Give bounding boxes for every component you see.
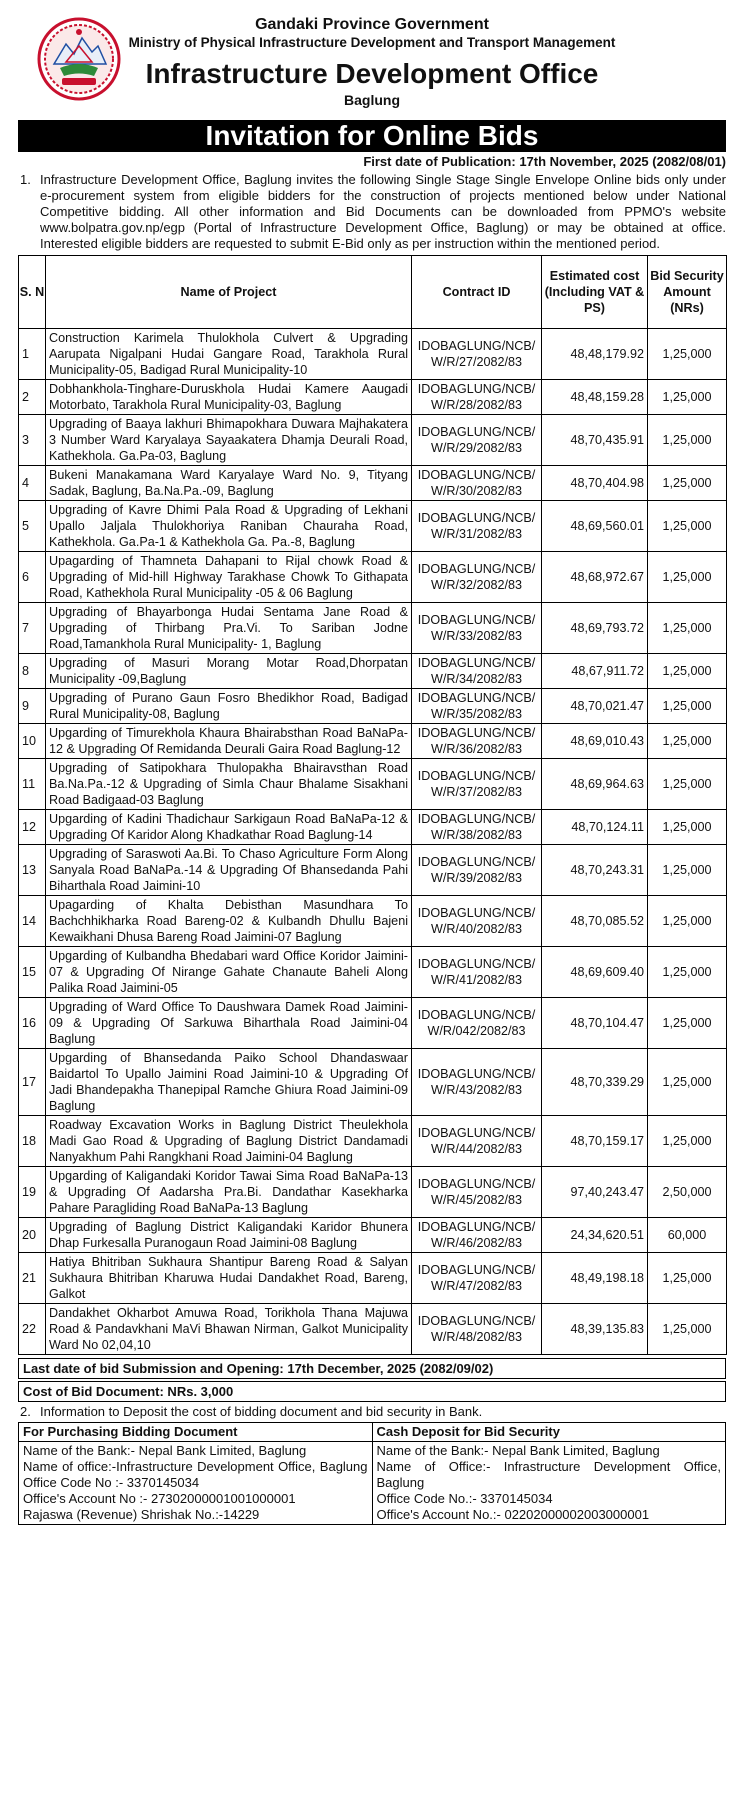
cell-project-name: Upgarding of Kulbandha Bhedabari ward Office Koridor Jaimini-07 & Upgrading Of Nirange Gahate Chanaute Baheli Along Palika Road Jaimini-05 <box>46 947 412 998</box>
cell-estimated-cost: 48,70,104.47 <box>542 998 648 1049</box>
cell-sn: 18 <box>19 1116 46 1167</box>
cell-sn: 14 <box>19 896 46 947</box>
cell-estimated-cost: 48,68,972.67 <box>542 552 648 603</box>
cell-contract-id: IDOBAGLUNG/NCB/ W/R/30/2082/83 <box>412 466 542 501</box>
cell-bid-security: 1,25,000 <box>648 501 727 552</box>
table-row <box>19 654 727 689</box>
bids-table-body <box>19 329 727 1355</box>
cell-bid-security: 1,25,000 <box>648 1253 727 1304</box>
cell-sn: 2 <box>19 380 46 415</box>
cell-estimated-cost: 48,69,609.40 <box>542 947 648 998</box>
notice-header <box>18 0 726 120</box>
cell-sn: 22 <box>19 1304 46 1355</box>
bank-right-cell <box>372 1442 726 1525</box>
cell-bid-security: 1,25,000 <box>648 603 727 654</box>
cell-sn: 8 <box>19 654 46 689</box>
cell-project-name: Construction Karimela Thulokhola Culvert & Upgrading Aarupata Nigalpani Hudai Gangare Road, Tarakhola Rural Municipality-05, Badigad Rural Municipality-10 <box>46 329 412 380</box>
office-title: Infrastructure Development Office <box>145 58 599 89</box>
cell-contract-id: IDOBAGLUNG/NCB/ W/R/36/2082/83 <box>412 724 542 759</box>
cell-contract-id: IDOBAGLUNG/NCB/ W/R/41/2082/83 <box>412 947 542 998</box>
cell-contract-id: IDOBAGLUNG/NCB/ W/R/37/2082/83 <box>412 759 542 810</box>
ministry-title: Ministry of Physical Infrastructure Development and Transport Management <box>128 35 616 50</box>
bank-info-intro <box>18 1404 726 1420</box>
cell-bid-security: 1,25,000 <box>648 1049 727 1116</box>
table-row <box>19 759 727 810</box>
cell-project-name: Roadway Excavation Works in Baglung District Theulekhola Madi Gao Road & Upgrading of Baglung District Dandamadi Nanyakhum Pahi Rangkhani Road Jaimini-04 Baglung <box>46 1116 412 1167</box>
cell-estimated-cost: 48,70,243.31 <box>542 845 648 896</box>
cell-contract-id: IDOBAGLUNG/NCB/ W/R/47/2082/83 <box>412 1253 542 1304</box>
cell-project-name: Upagarding of Khalta Debisthan Masundhara To Bachchhikharka Road Bareng-02 & Kulbandh Dhullu Bajeni Kewaikhani Dhusa Bareng Road Jaimini-07 Baglung <box>46 896 412 947</box>
cell-estimated-cost: 48,70,124.11 <box>542 810 648 845</box>
last-date-line: Last date of bid Submission and Opening: 17th December, 2025 (2082/09/02) <box>18 1358 726 1379</box>
cell-bid-security: 2,50,000 <box>648 1167 727 1218</box>
bids-table <box>18 255 727 1355</box>
cell-bid-security: 1,25,000 <box>648 466 727 501</box>
table-row <box>19 380 727 415</box>
cell-estimated-cost: 48,69,560.01 <box>542 501 648 552</box>
cell-estimated-cost: 48,70,021.47 <box>542 689 648 724</box>
bank-right-header: Cash Deposit for Bid Security <box>372 1423 726 1442</box>
table-row <box>19 810 727 845</box>
cell-sn: 3 <box>19 415 46 466</box>
bank-right-line: Name of the Bank:- Nepal Bank Limited, Baglung <box>376 1443 660 1458</box>
cell-contract-id: IDOBAGLUNG/NCB/ W/R/45/2082/83 <box>412 1167 542 1218</box>
table-row <box>19 1116 727 1167</box>
bank-right-line: Office's Account No.:- 02202000002003000001 <box>376 1507 650 1522</box>
table-row <box>19 501 727 552</box>
table-row <box>19 947 727 998</box>
district-title: Baglung <box>344 92 400 108</box>
table-row <box>19 415 727 466</box>
cell-project-name: Upgrading of Kavre Dhimi Pala Road & Upgrading of Lekhani Upallo Jaljala Thulokhoriya Raniban Chauraha Road, Kathekhola. Ga.Pa-1 & Kathekhola Ga. Pa.-8, Baglung <box>46 501 412 552</box>
cell-bid-security: 1,25,000 <box>648 845 727 896</box>
table-row <box>19 896 727 947</box>
cell-sn: 10 <box>19 724 46 759</box>
cell-contract-id: IDOBAGLUNG/NCB/ W/R/35/2082/83 <box>412 689 542 724</box>
cell-contract-id: IDOBAGLUNG/NCB/ W/R/042/2082/83 <box>412 998 542 1049</box>
bank-left-header: For Purchasing Bidding Document <box>19 1423 373 1442</box>
cell-estimated-cost: 48,67,911.72 <box>542 654 648 689</box>
bank-left-cell <box>19 1442 373 1525</box>
cell-contract-id: IDOBAGLUNG/NCB/ W/R/27/2082/83 <box>412 329 542 380</box>
cell-estimated-cost: 48,70,339.29 <box>542 1049 648 1116</box>
bank-right-line: Office Code No.:- 3370145034 <box>376 1491 553 1506</box>
cell-project-name: Upgarding of Timurekhola Khaura Bhairabsthan Road BaNaPa-12 & Upgrading Of Remidanda Deurali Gaira Road Baglung-12 <box>46 724 412 759</box>
table-row <box>19 1253 727 1304</box>
cell-bid-security: 1,25,000 <box>648 380 727 415</box>
notice-banner: Invitation for Online Bids <box>18 120 726 152</box>
cell-contract-id: IDOBAGLUNG/NCB/ W/R/46/2082/83 <box>412 1218 542 1253</box>
cell-contract-id: IDOBAGLUNG/NCB/ W/R/33/2082/83 <box>412 603 542 654</box>
cell-bid-security: 1,25,000 <box>648 998 727 1049</box>
cell-bid-security: 1,25,000 <box>648 810 727 845</box>
cell-project-name: Dandakhet Okharbot Amuwa Road, Torikhola Thana Majuwa Road & Pandavkhani MaVi Bhawan Nirman, Galkot Municipality Ward No 02,04,10 <box>46 1304 412 1355</box>
cell-project-name: Upagarding of Thamneta Dahapani to Rijal chowk Road & Upgrading of Mid-hill Highway Tarakhase Chowk To Githapata Road, Kathekhola Rural Municipality -05 & 06 Baglung <box>46 552 412 603</box>
cell-contract-id: IDOBAGLUNG/NCB/ W/R/38/2082/83 <box>412 810 542 845</box>
cell-estimated-cost: 48,69,010.43 <box>542 724 648 759</box>
cell-contract-id: IDOBAGLUNG/NCB/ W/R/34/2082/83 <box>412 654 542 689</box>
cell-bid-security: 1,25,000 <box>648 1304 727 1355</box>
government-title: Gandaki Province Government <box>255 16 489 33</box>
cell-project-name: Hatiya Bhitriban Sukhaura Shantipur Bareng Road & Salyan Sukhaura Bhitriban Kharuwa Hudai Dandakhet Road, Bareng, Galkot <box>46 1253 412 1304</box>
table-row <box>19 466 727 501</box>
cell-bid-security: 1,25,000 <box>648 947 727 998</box>
cell-project-name: Upgrading of Bhayarbonga Hudai Sentama Jane Road & Upgrading of Thirbang Pra.Vi. To Sariban Jodne Road,Tamankhola Rural Municipality- 1, Baglung <box>46 603 412 654</box>
cell-contract-id: IDOBAGLUNG/NCB/ W/R/48/2082/83 <box>412 1304 542 1355</box>
cell-estimated-cost: 48,48,159.28 <box>542 380 648 415</box>
cell-contract-id: IDOBAGLUNG/NCB/ W/R/40/2082/83 <box>412 896 542 947</box>
bank-right-line: Name of Office:- Infrastructure Development Office, Baglung <box>376 1459 721 1490</box>
cell-estimated-cost: 48,70,404.98 <box>542 466 648 501</box>
cell-sn: 16 <box>19 998 46 1049</box>
cell-sn: 20 <box>19 1218 46 1253</box>
cell-contract-id: IDOBAGLUNG/NCB/ W/R/32/2082/83 <box>412 552 542 603</box>
cell-sn: 13 <box>19 845 46 896</box>
cell-bid-security: 1,25,000 <box>648 724 727 759</box>
table-row <box>19 1218 727 1253</box>
table-row <box>19 1304 727 1355</box>
cell-project-name: Upgrading of Baglung District Kaligandaki Karidor Bhunera Dhap Furkesalla Puranogaun Road Jaimini-08 Baglung <box>46 1218 412 1253</box>
col-header-cost: Estimated cost (Including VAT & PS) <box>542 256 648 329</box>
table-row <box>19 552 727 603</box>
cell-sn: 21 <box>19 1253 46 1304</box>
cell-contract-id: IDOBAGLUNG/NCB/ W/R/39/2082/83 <box>412 845 542 896</box>
cell-bid-security: 1,25,000 <box>648 689 727 724</box>
cell-sn: 4 <box>19 466 46 501</box>
intro-text: Infrastructure Development Office, Baglung invites the following Single Stage Single Envelope Online bids only under e-procurement system from eligible bidders for the construction of projects mentioned below under National Competitive bidding. All other information and Bid Documents can be downloaded from PPMO's website www.bolpatra.gov.np/egp (Portal of Infrastructure Development Office, Baglung) or may be obtained at office. Interested eligible bidders are requested to submit E-Bid only as per instruction within the mentioned period. <box>40 172 726 251</box>
bank-left-line: Office's Account No :- 27302000001001000001 <box>23 1491 296 1506</box>
cell-project-name: Upgarding of Kaligandaki Koridor Tawai Sima Road BaNaPa-13 & Upgrading Of Aadarsha Pra.Bi. Dandathar Kasekharka Pahare Paragliding Road BaNaPa-13 Baglung <box>46 1167 412 1218</box>
cell-project-name: Upgrading of Purano Gaun Fosro Bhedikhor Road, Badigad Rural Municipality-08, Baglung <box>46 689 412 724</box>
cell-contract-id: IDOBAGLUNG/NCB/ W/R/29/2082/83 <box>412 415 542 466</box>
cell-bid-security: 60,000 <box>648 1218 727 1253</box>
cell-project-name: Bukeni Manakamana Ward Karyalaye Ward No. 9, Tityang Sadak, Baglung, Ba.Na.Pa.-09, Baglung <box>46 466 412 501</box>
cell-estimated-cost: 24,34,620.51 <box>542 1218 648 1253</box>
col-header-name: Name of Project <box>46 256 412 329</box>
cell-sn: 7 <box>19 603 46 654</box>
cell-estimated-cost: 48,69,964.63 <box>542 759 648 810</box>
nepal-emblem-icon <box>36 16 122 102</box>
cell-project-name: Upgrading of Masuri Morang Motar Road,Dhorpatan Municipality -09,Baglung <box>46 654 412 689</box>
cell-project-name: Upgrading of Satipokhara Thulopakha Bhairavsthan Road Ba.Na.Pa.-12 & Upgrading of Simla Chaur Bhalame Sisakhani Road Badigaad-03 Baglung <box>46 759 412 810</box>
cell-estimated-cost: 48,70,435.91 <box>542 415 648 466</box>
cell-estimated-cost: 48,69,793.72 <box>542 603 648 654</box>
cell-bid-security: 1,25,000 <box>648 415 727 466</box>
cell-sn: 19 <box>19 1167 46 1218</box>
cell-project-name: Upgarding of Bhansedanda Paiko School Dhandaswaar Baidartol To Upallo Jaimini Road Jaimini-10 & Upgrading Of Jadi Bhandepakha Thanepipal Ramche Ghiura Road Jaimini-09 Baglung <box>46 1049 412 1116</box>
cell-estimated-cost: 48,70,159.17 <box>542 1116 648 1167</box>
cell-bid-security: 1,25,000 <box>648 759 727 810</box>
cell-bid-security: 1,25,000 <box>648 654 727 689</box>
cost-document-line: Cost of Bid Document: NRs. 3,000 <box>18 1381 726 1402</box>
intro-number: 1. <box>20 172 31 187</box>
bank-left-line: Name of the Bank:- Nepal Bank Limited, Baglung <box>23 1443 307 1458</box>
cell-sn: 12 <box>19 810 46 845</box>
cell-project-name: Upgrading of Baaya lakhuri Bhimapokhara Duwara Majhakatera 3 Number Ward Karyalaya Sayaakatera Dhamja Deurali Road, Kathekhola. Ga.Pa-03, Baglung <box>46 415 412 466</box>
table-header-row <box>19 256 727 329</box>
table-row <box>19 329 727 380</box>
bank-left-line: Rajaswa (Revenue) Shrishak No.:-14229 <box>23 1507 260 1522</box>
table-row <box>19 689 727 724</box>
table-row <box>19 998 727 1049</box>
cell-sn: 9 <box>19 689 46 724</box>
table-row <box>19 1049 727 1116</box>
col-header-security: Bid Security Amount (NRs) <box>648 256 727 329</box>
bank-left-line: Name of office:-Infrastructure Development Office, Baglung Office Code No :- 3370145034 <box>23 1459 368 1490</box>
cell-estimated-cost: 48,70,085.52 <box>542 896 648 947</box>
cell-bid-security: 1,25,000 <box>648 896 727 947</box>
bank-info-text: Information to Deposit the cost of bidding document and bid security in Bank. <box>40 1404 483 1419</box>
cell-sn: 15 <box>19 947 46 998</box>
cell-bid-security: 1,25,000 <box>648 552 727 603</box>
cell-sn: 6 <box>19 552 46 603</box>
table-row <box>19 603 727 654</box>
col-header-contract: Contract ID <box>412 256 542 329</box>
bank-table <box>18 1422 726 1525</box>
cell-contract-id: IDOBAGLUNG/NCB/ W/R/31/2082/83 <box>412 501 542 552</box>
cell-project-name: Upgarding of Kadini Thadichaur Sarkigaun Road BaNaPa-12 & Upgrading Of Karidor Along Khadkathar Road Baglung-14 <box>46 810 412 845</box>
intro-paragraph <box>18 172 726 252</box>
cell-estimated-cost: 48,39,135.83 <box>542 1304 648 1355</box>
cell-estimated-cost: 97,40,243.47 <box>542 1167 648 1218</box>
cell-contract-id: IDOBAGLUNG/NCB/ W/R/43/2082/83 <box>412 1049 542 1116</box>
cell-contract-id: IDOBAGLUNG/NCB/ W/R/28/2082/83 <box>412 380 542 415</box>
cell-contract-id: IDOBAGLUNG/NCB/ W/R/44/2082/83 <box>412 1116 542 1167</box>
cell-bid-security: 1,25,000 <box>648 1116 727 1167</box>
cell-sn: 1 <box>19 329 46 380</box>
bank-info-number: 2. <box>20 1404 31 1419</box>
cell-sn: 5 <box>19 501 46 552</box>
cell-bid-security: 1,25,000 <box>648 329 727 380</box>
table-row <box>19 845 727 896</box>
table-row <box>19 724 727 759</box>
cell-sn: 11 <box>19 759 46 810</box>
table-row <box>19 1167 727 1218</box>
cell-project-name: Upgrading of Ward Office To Daushwara Damek Road Jaimini-09 & Upgrading Of Sarkuwa Biharthala Road Jaimini-04 Baglung <box>46 998 412 1049</box>
publication-date: First date of Publication: 17th November, 2025 (2082/08/01) <box>363 154 726 169</box>
cell-estimated-cost: 48,48,179.92 <box>542 329 648 380</box>
cell-project-name: Upgrading of Saraswoti Aa.Bi. To Chaso Agriculture Form Along Sanyala Road BaNaPa.-14 & Upgrading Of Bhansedanda Pahi Biharthala Road Jaimini-10 <box>46 845 412 896</box>
cell-sn: 17 <box>19 1049 46 1116</box>
col-header-sn: S. N <box>19 256 46 329</box>
cell-project-name: Dobhankhola-Tinghare-Duruskhola Hudai Kamere Aaugadi Motorbato, Tarakhola Rural Municipality-03, Baglung <box>46 380 412 415</box>
cell-estimated-cost: 48,49,198.18 <box>542 1253 648 1304</box>
